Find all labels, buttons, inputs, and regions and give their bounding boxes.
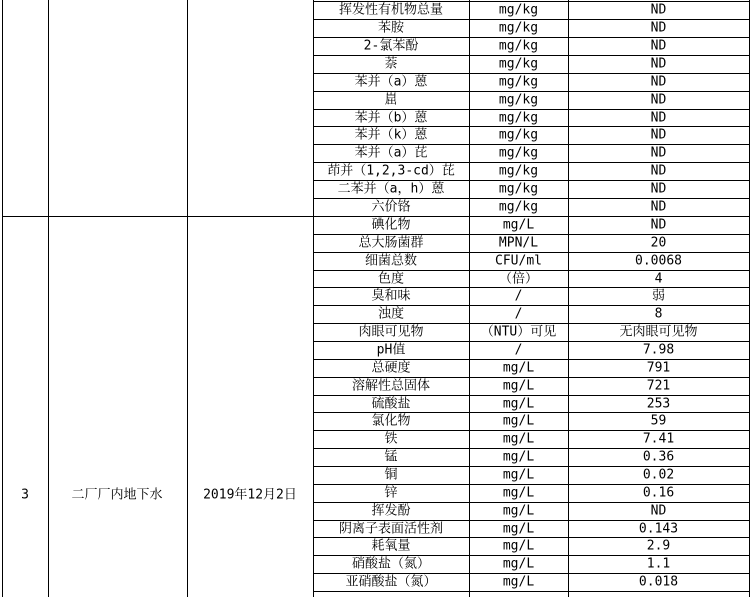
unit-cell: mg/kg — [498, 2, 539, 18]
parameter-cell: pH值 — [376, 342, 406, 358]
unit-cell: （倍） — [498, 271, 539, 286]
parameter-cell: 锌 — [384, 485, 398, 501]
unit-cell: mg/kg — [498, 38, 539, 54]
value-cell: ND — [650, 92, 667, 107]
parameter-cell: 挥发酚 — [371, 503, 411, 519]
unit-cell: / — [514, 288, 523, 304]
value-cell: 4 — [654, 271, 663, 286]
unit-cell: mg/kg — [498, 181, 539, 197]
parameter-cell: 铁 — [384, 431, 398, 447]
value-cell: ND — [650, 56, 667, 72]
unit-cell: mg/L — [502, 449, 535, 465]
unit-cell: mg/L — [502, 485, 535, 501]
unit-cell: （NTU）可见 — [480, 324, 557, 340]
unit-cell: mg/L — [502, 503, 535, 519]
value-cell: 20 — [650, 235, 667, 251]
value-cell: ND — [650, 74, 667, 90]
value-cell: 0.018 — [638, 574, 679, 590]
grid-hline — [313, 412, 750, 413]
value-cell: 7.98 — [642, 342, 675, 358]
value-cell: 7.41 — [642, 431, 675, 447]
parameter-cell: 耗氧量 — [371, 538, 411, 554]
grid-hline — [313, 591, 750, 592]
value-cell: 0.16 — [642, 485, 675, 501]
grid-vline — [48, 0, 49, 597]
unit-cell: mg/kg — [498, 56, 539, 72]
value-cell: ND — [650, 38, 667, 54]
parameter-cell: 硝酸盐（氮） — [351, 556, 431, 572]
parameter-cell: 硫酸盐 — [371, 396, 411, 411]
unit-cell: mg/L — [502, 396, 535, 411]
value-cell: 弱 — [651, 288, 666, 304]
unit-cell: mg/L — [502, 556, 535, 572]
unit-cell: mg/kg — [498, 163, 539, 179]
grid-vline — [313, 0, 314, 597]
value-cell: ND — [650, 217, 667, 233]
parameter-cell: 苯胺 — [377, 20, 405, 36]
parameter-cell: 肉眼可见物 — [358, 324, 424, 340]
value-cell: 253 — [646, 396, 671, 411]
unit-cell: mg/kg — [498, 145, 539, 161]
value-cell: ND — [650, 20, 667, 36]
sample-name: 二厂厂内地下水 — [71, 487, 163, 503]
parameter-cell: 铜 — [384, 467, 398, 483]
parameter-cell: 细菌总数 — [364, 253, 418, 269]
parameter-cell: 臭和味 — [371, 288, 411, 304]
unit-cell: mg/L — [502, 378, 535, 394]
parameter-cell: 二苯并（a，h）蒽 — [337, 181, 445, 197]
value-cell: 721 — [646, 378, 671, 394]
value-cell: ND — [650, 181, 667, 197]
value-cell: 0.36 — [642, 449, 675, 465]
value-cell: 2.9 — [646, 538, 671, 554]
value-cell: 无肉眼可见物 — [619, 324, 698, 340]
value-cell: 59 — [650, 413, 667, 429]
value-cell: 791 — [646, 360, 671, 376]
parameter-cell: 色度 — [377, 271, 405, 286]
unit-cell: / — [514, 306, 523, 322]
unit-cell: mg/L — [502, 538, 535, 554]
parameter-cell: 萘 — [384, 56, 398, 72]
unit-cell: mg/kg — [498, 92, 539, 107]
parameter-cell: 亚硝酸盐（氮） — [345, 574, 437, 590]
unit-cell: mg/L — [502, 217, 535, 233]
parameter-cell: 总大肠菌群 — [358, 235, 424, 251]
value-cell: 8 — [654, 306, 663, 322]
parameter-cell: 浊度 — [377, 306, 405, 322]
value-cell: ND — [650, 127, 667, 143]
parameter-cell: 茚并（1,2,3-cd）芘 — [327, 163, 455, 179]
unit-cell: mg/kg — [498, 199, 539, 215]
parameter-cell: 苯并（b）蒽 — [354, 110, 428, 125]
value-cell: 0.143 — [638, 521, 679, 536]
parameter-cell: 碘化物 — [371, 217, 411, 233]
value-cell: ND — [650, 2, 667, 18]
value-cell: ND — [650, 110, 667, 125]
value-cell: 1.1 — [646, 556, 671, 572]
parameter-cell: 六价铬 — [371, 199, 411, 215]
parameter-cell: 挥发性有机物总量 — [338, 2, 444, 18]
parameter-cell: 崫 — [384, 92, 398, 107]
unit-cell: mg/kg — [498, 74, 539, 90]
grid-hline — [313, 126, 750, 127]
value-cell: 0.02 — [642, 467, 675, 483]
grid-vline — [469, 0, 470, 597]
sampling-date: 2019年12月2日 — [203, 487, 297, 503]
parameter-cell: 苯并（k）蒽 — [354, 127, 428, 143]
unit-cell: mg/L — [502, 467, 535, 483]
grid-hline — [313, 537, 750, 538]
parameter-cell: 苯并（a）蒽 — [354, 74, 428, 90]
parameter-cell: 氯化物 — [371, 413, 411, 429]
grid-hline — [313, 287, 750, 288]
unit-cell: / — [514, 342, 523, 358]
value-cell: ND — [650, 199, 667, 215]
unit-cell: CFU/ml — [495, 253, 542, 269]
value-cell: ND — [650, 145, 667, 161]
parameter-cell: 2-氯苯酚 — [363, 38, 419, 54]
unit-cell: MPN/L — [498, 235, 539, 251]
grid-vline — [2, 0, 3, 597]
unit-cell: mg/L — [502, 360, 535, 376]
value-cell: 0.0068 — [635, 253, 682, 269]
grid-vline — [749, 0, 750, 597]
grid-vline — [187, 0, 188, 597]
parameter-cell: 阴离子表面活性剂 — [338, 521, 444, 536]
parameter-cell: 溶解性总固体 — [351, 378, 431, 394]
unit-cell: mg/kg — [498, 110, 539, 125]
parameter-cell: 苯并（a）芘 — [354, 145, 428, 161]
value-cell: ND — [650, 503, 667, 519]
value-cell: ND — [650, 163, 667, 179]
unit-cell: mg/L — [502, 574, 535, 590]
unit-cell: mg/L — [502, 413, 535, 429]
parameter-cell: 总硬度 — [371, 360, 411, 376]
unit-cell: mg/L — [502, 431, 535, 447]
unit-cell: mg/kg — [498, 20, 539, 36]
grid-vline — [568, 0, 569, 597]
sample-row-number: 3 — [21, 487, 29, 503]
unit-cell: mg/kg — [498, 127, 539, 143]
unit-cell: mg/L — [502, 521, 535, 536]
parameter-cell: 锰 — [384, 449, 398, 465]
